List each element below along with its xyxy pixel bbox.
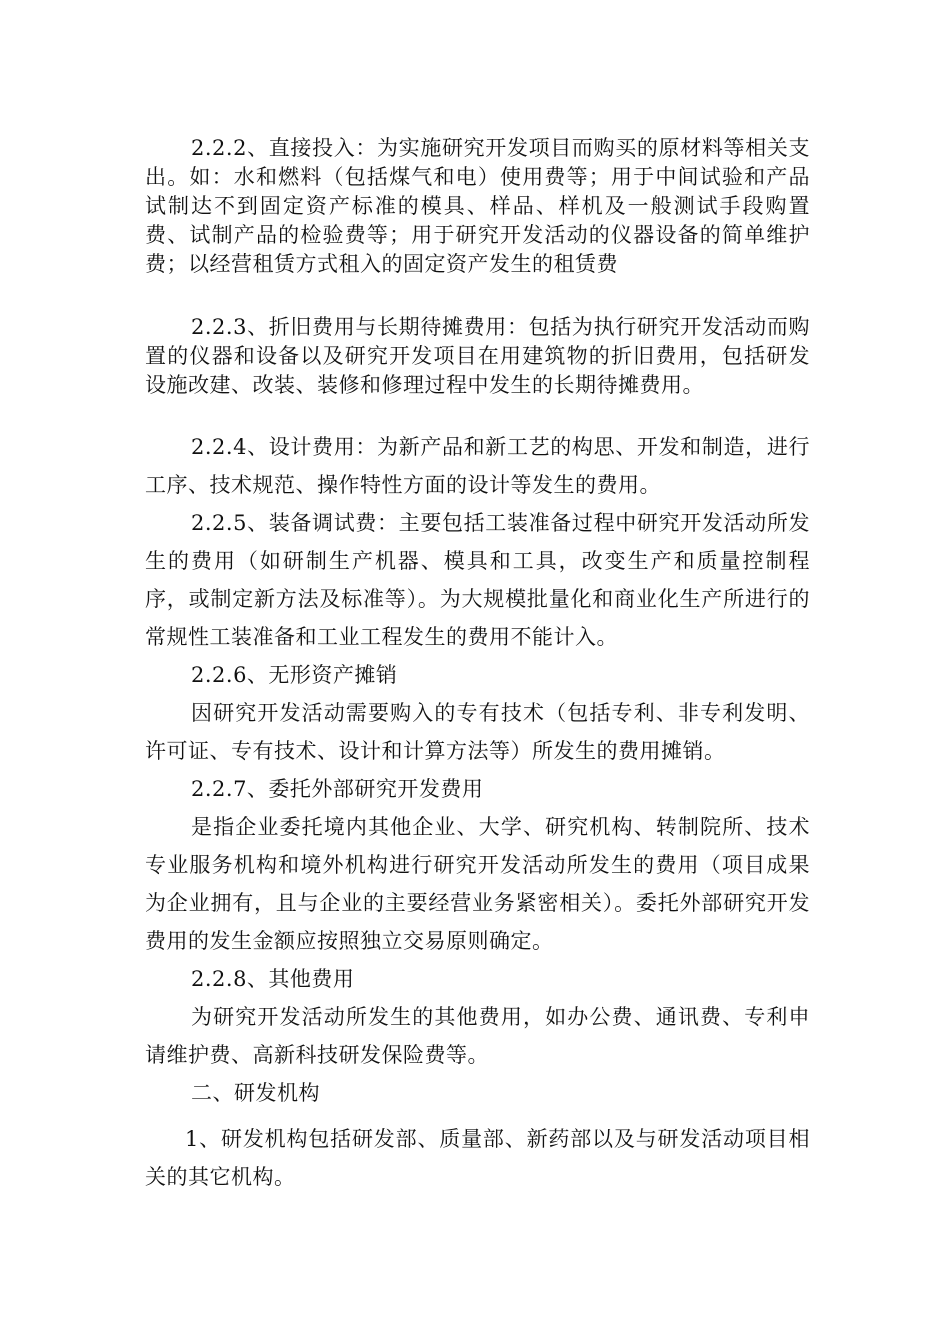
paragraph-design-cost: 2.2.4、设计费用：为新产品和新工艺的构思、开发和制造，进行工序、技术规范、操作特性方面的设计等发生的费用。: [145, 435, 810, 497]
paragraph-direct-input: 2.2.2、直接投入：为实施研究开发项目而购买的原材料等相关支出。如：水和燃料（包括煤气和电）使用费等；用于中间试验和产品试制达不到固定资产标准的模具、样品、样机及一般测试手段购置费、试制产品的检验费等；用于研究开发活动的仪器设备的简单维护费；以经营租赁方式租入的固定资产发生的租赁费: [145, 136, 810, 276]
heading-outsourced-rd: 2.2.7、委托外部研究开发费用: [191, 777, 484, 801]
paragraph-depreciation: 2.2.3、折旧费用与长期待摊费用：包括为执行研究开发活动而购置的仪器和设备以及研究开发项目在用建筑物的折旧费用，包括研发设施改建、改装、装修和修理过程中发生的长期待摊费用。: [145, 315, 810, 397]
paragraph-intangible-amortization: 因研究开发活动需要购入的专有技术（包括专利、非专利发明、许可证、专有技术、设计和计算方法等）所发生的费用摊销。: [145, 701, 810, 763]
heading-intangible-amortization: 2.2.6、无形资产摊销: [191, 663, 398, 687]
paragraph-equipment-debug: 2.2.5、装备调试费：主要包括工装准备过程中研究开发活动所发生的费用（如研制生产机器、模具和工具，改变生产和质量控制程序，或制定新方法及标准等）。为大规模批量化和商业化生产所进行的常规性工装准备和工业工程发生的费用不能计入。: [145, 511, 810, 649]
paragraph-outsourced-rd: 是指企业委托境内其他企业、大学、研究机构、转制院所、技术专业服务机构和境外机构进行研究开发活动所发生的费用（项目成果为企业拥有，且与企业的主要经营业务紧密相关）。委托外部研究开发费用的发生金额应按照独立交易原则确定。: [145, 815, 810, 953]
paragraph-other-costs: 为研究开发活动所发生的其他费用，如办公费、通讯费、专利申请维护费、高新科技研发保险费等。: [145, 1005, 810, 1067]
heading-other-costs: 2.2.8、其他费用: [191, 967, 355, 991]
paragraph-rd-institution: 1、研发机构包括研发部、质量部、新药部以及与研发活动项目相关的其它机构。: [145, 1127, 810, 1189]
section-heading-rd-institution: 二、研发机构: [191, 1081, 320, 1105]
